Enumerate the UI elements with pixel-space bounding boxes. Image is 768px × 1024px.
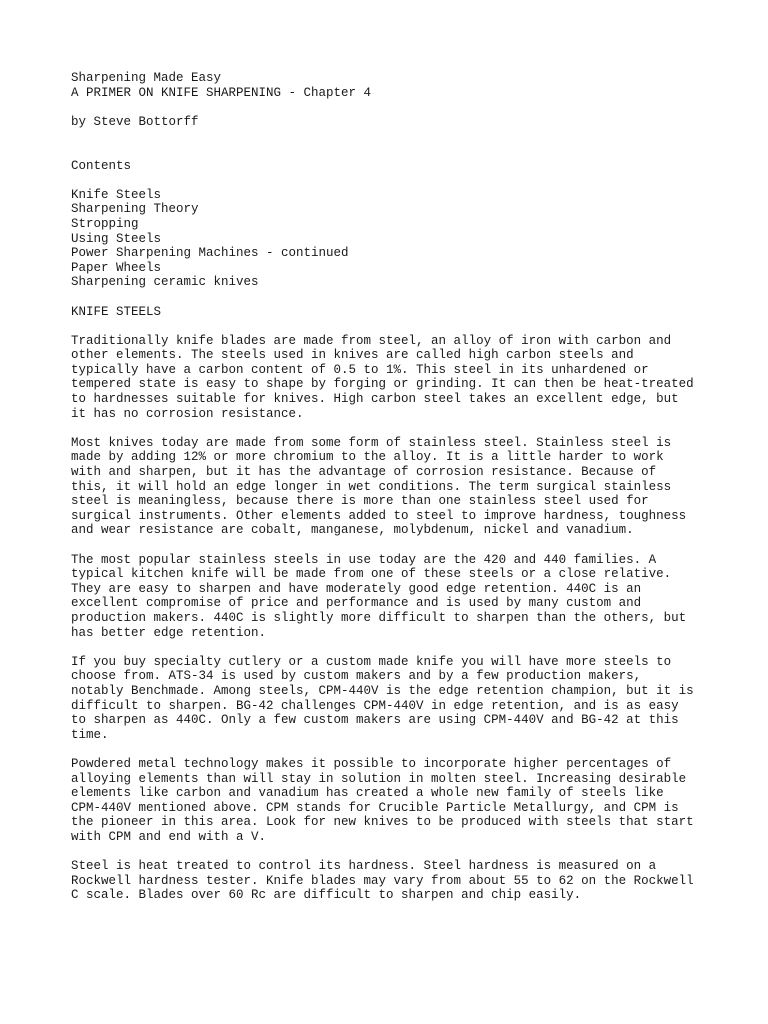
paragraph-line: has better edge retention. (71, 625, 267, 640)
paragraph-line: it has no corrosion resistance. (71, 406, 304, 421)
contents-item: Knife Steels (71, 187, 162, 202)
paragraph (71, 334, 711, 422)
paragraph-line: notably Benchmade. Among steels, CPM-440V is the edge retention champion, but it is (71, 683, 694, 698)
paragraph-line: with CPM and end with a V. (71, 829, 267, 844)
paragraph-line: made by adding 12% or more chromium to the alloy. It is a little harder to work (71, 450, 664, 465)
paragraph (71, 436, 711, 538)
paragraph-line: typically have a carbon content of 0.5 to 1%. This steel in its unhardened or (71, 362, 649, 377)
contents-item: Sharpening ceramic knives (71, 275, 259, 290)
paragraph-line: Traditionally knife blades are made from steel, an alloy of iron with carbon and (71, 333, 672, 348)
document-title: Sharpening Made Easy (71, 71, 222, 85)
paragraph-line: with and sharpen, but it has the advantage of corrosion resistance. Because of (71, 465, 657, 480)
paragraph-line: difficult to sharpen. BG-42 challenges CPM-440V in edge retention, and is as easy (71, 698, 679, 713)
knife-steels-section (71, 305, 711, 903)
paragraph-line: to sharpen as 440C. Only a few custom makers are using CPM-440V and BG-42 at this (71, 713, 679, 728)
paragraph-line: If you buy specialty cutlery or a custom made knife you will have more steels to (71, 654, 672, 669)
contents-list (71, 188, 711, 290)
paragraph (71, 859, 711, 903)
paragraph-line: tempered state is easy to shape by forging or grinding. It can then be heat-treated (71, 377, 694, 392)
contents-item: Paper Wheels (71, 260, 162, 275)
paragraph-line: Most knives today are made from some form of stainless steel. Stainless steel is (71, 435, 672, 450)
paragraph-line: They are easy to sharpen and have moderately good edge retention. 440C is an (71, 581, 642, 596)
paragraph-line: excellent compromise of price and performance and is used by many custom and (71, 596, 642, 611)
paragraph-line: other elements. The steels used in knives are called high carbon steels and (71, 348, 634, 363)
paragraph-line: C scale. Blades over 60 Rc are difficult to sharpen and chip easily. (71, 888, 582, 903)
paragraph-line: The most popular stainless steels in use today are the 420 and 440 families. A (71, 552, 657, 567)
paragraph-line: steel is meaningless, because there is more than one stainless steel used for (71, 494, 649, 509)
paragraph-line: choose from. ATS-34 is used by custom makers and by a few production makers, (71, 669, 642, 684)
contents-item: Using Steels (71, 231, 162, 246)
paragraph-line: to hardnesses suitable for knives. High carbon steel takes an excellent edge, but (71, 392, 679, 407)
document-byline: by Steve Bottorff (71, 114, 199, 129)
contents-section (71, 159, 711, 290)
paragraph-line: typical kitchen knife will be made from one of these steels or a close relative. (71, 567, 672, 582)
paragraph-line: this, it will hold an edge longer in wet conditions. The term surgical stainless (71, 479, 672, 494)
paragraph-line: Rockwell hardness tester. Knife blades may vary from about 55 to 62 on the Rockwell (71, 873, 694, 888)
document-header (71, 71, 711, 129)
paragraph (71, 553, 711, 641)
contents-item: Sharpening Theory (71, 202, 199, 217)
paragraph-line: Steel is heat treated to control its hardness. Steel hardness is measured on a (71, 859, 657, 874)
paragraph-line: and wear resistance are cobalt, manganese, molybdenum, nickel and vanadium. (71, 523, 634, 538)
paragraph-line: the pioneer in this area. Look for new knives to be produced with steels that start (71, 815, 694, 830)
contents-item: Power Sharpening Machines - continued (71, 246, 349, 261)
document-subtitle: A PRIMER ON KNIFE SHARPENING - Chapter 4 (71, 85, 372, 100)
paragraph-line: surgical instruments. Other elements added to steel to improve hardness, toughness (71, 508, 687, 523)
section-heading: KNIFE STEELS (71, 304, 162, 319)
paragraph-line: Powdered metal technology makes it possible to incorporate higher percentages of (71, 756, 672, 771)
paragraph (71, 757, 711, 845)
paragraph-line: CPM-440V mentioned above. CPM stands for Crucible Particle Metallurgy, and CPM is (71, 800, 679, 815)
paragraph-line: elements like carbon and vanadium has created a whole new family of steels like (71, 786, 664, 801)
document-page (71, 71, 711, 903)
paragraph-line: alloying elements than will stay in solution in molten steel. Increasing desirable (71, 771, 687, 786)
contents-item: Stropping (71, 216, 139, 231)
paragraph (71, 655, 711, 743)
contents-heading: Contents (71, 158, 132, 173)
paragraph-line: time. (71, 727, 109, 742)
paragraph-line: production makers. 440C is slightly more difficult to sharpen than the others, but (71, 610, 687, 625)
